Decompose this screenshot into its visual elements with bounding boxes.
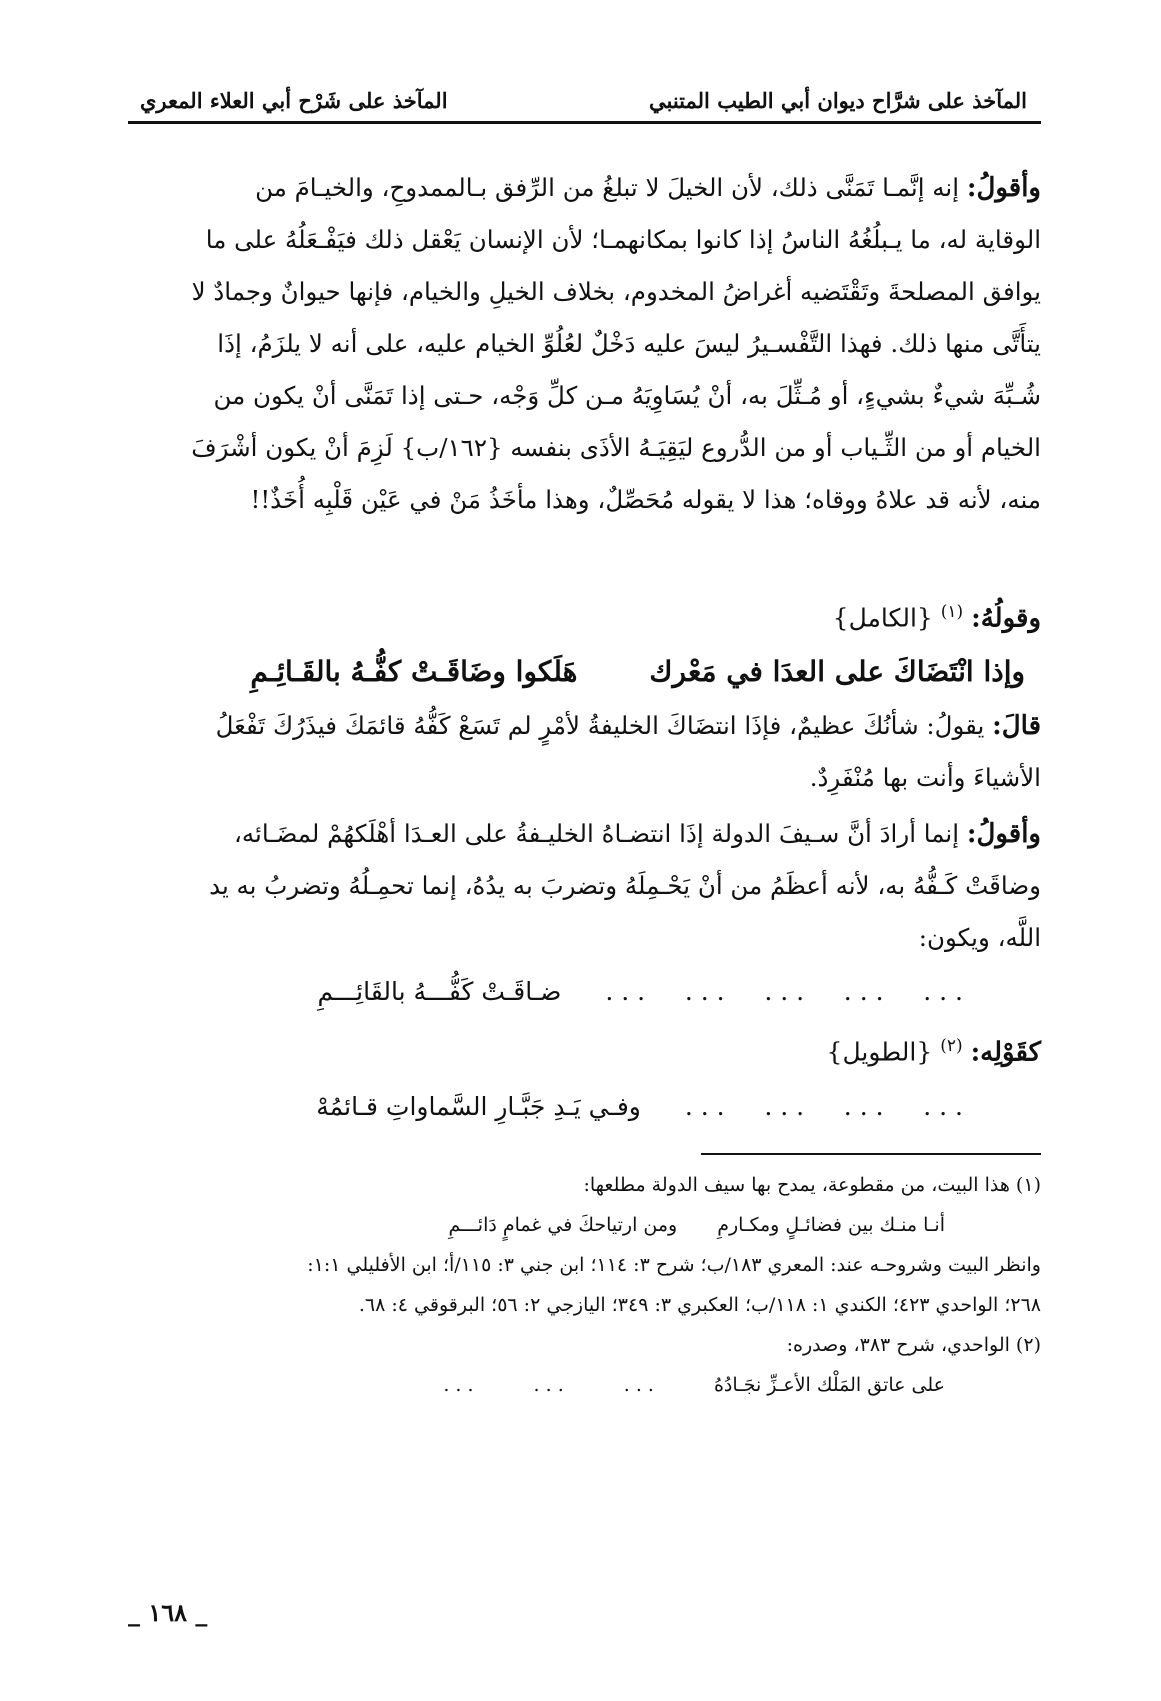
saying2-lead: كقَوْلِه: (970, 1037, 1041, 1068)
saying1-lead: وقولُهُ: (971, 603, 1041, 634)
header-right-title: المآخذ على شرَّاح ديوان أبي الطيب المتنبي (649, 88, 1027, 113)
para1-line: وأقولُ: إنه إنَّمـا تَمَنَّى ذلك، لأن الخيلَ لا تبلغُ من الرِّفق بـالممدوحِ، والخيـامَ من (255, 173, 1041, 203)
footnote-1-verse: أنـا منـك بين فضائـلٍ ومكـارمِ ومن ارتياحكَ في غمامٍ دَائـــمِ (448, 1213, 945, 1236)
verse-1 (128, 644, 1041, 700)
footnote-ref-2: (٢) (940, 1036, 963, 1057)
header-left-title: المآخذ على شَرْح أبي العلاء المعري (140, 88, 448, 113)
footnote-1-intro: (١) هذا البيت، من مقطوعة، يمدح بها سيف الدولة مطلعها: (583, 1173, 1041, 1196)
verse-3 (128, 1079, 1041, 1135)
running-header (128, 88, 1041, 121)
footnote-1-refs: ٢٦٨؛ الواحدي ٤٢٣؛ الكندي ١: ١١٨/ب؛ العكبري ٣: ٣٤٩؛ اليازجي ٢: ٥٦؛ البرقوقي ٤: ٦٨. (358, 1293, 1041, 1316)
verse3-ellipsis: . . . . . . . . . . . . (684, 1091, 963, 1121)
verse1-second-hemistich: هَلَكوا وضَاقَـتْ كفُّـهُ بالقَـائِـمِ (250, 655, 578, 689)
verse3-text: وفـي يَـدِ جَبَّـارِ السَّماواتِ قـائمُهْ (316, 1091, 641, 1121)
footnote-ref-1: (١) (940, 602, 964, 622)
para1-lead: وأقولُ: (966, 173, 1041, 203)
para1-line: الوقاية له، ما يـبلُغُهُ الناسُ إذا كانوا بمكانهمـا؛ لأن الإنسان يَعْقل ذلك فيَفْـعَلُهُ على ما (205, 225, 1041, 254)
footnote-rule (701, 1153, 1041, 1155)
para2-line-2: وضاقَتْ كَـفُّهُ به، لأنه أعظَمُ من أنْ يَحْـمِلَهُ وتضربَ به يدُهُ، إنما تحمِـلُهُ وتضربُ به يد (209, 871, 1041, 901)
para2-line-1: وأقولُ: إنما أرادَ أنَّ سـيفَ الدولة إذَا انتضـاهُ الخليـفةُ على العـدَا أهْلَكهُمْ لمضَـائه، (233, 819, 1041, 850)
qala-line-1: قالَ: يقولُ: شأنُكَ عظيمٌ، فإذَا انتضَاكَ الخليفةُ لأمْرٍ لم تَسَعْ كَفُّهُ قائمَكَ فيذَرُكَ تَفْعَلُ (215, 711, 1041, 742)
saying-2 (128, 1020, 1041, 1078)
para2-line-3: اللَّه، ويكون: (918, 923, 1041, 953)
para1-line: يتأَتَّى منها ذلك. فهذا التَّفْسـيرُ ليسَ عليه دَخْلٌ لعُلُوِّ الخيام عليه، على أنه لا يلزَمُ، إذَا (217, 329, 1041, 358)
footnotes (128, 1165, 1041, 1405)
para1-line: يوافق المصلحةَ وتَقْتَضيه أغراضُ المخدوم، بخلاف الخيلِ والخيام، فإنها حيوانٌ وجمادٌ لا (191, 277, 1041, 306)
paragraph-1 (128, 162, 1041, 526)
qala-lead: قالَ: (992, 711, 1041, 742)
qala-line-2: الأشياءَ وأنت بها مُنْفَرِدٌ. (809, 763, 1041, 793)
header-rule (128, 121, 1041, 124)
footnote-2-intro: (٢) الواحدي، شرح ٣٨٣، وصدره: (786, 1333, 1041, 1356)
para2-lead: وأقولُ: (966, 819, 1041, 850)
section-2 (128, 586, 1041, 1135)
para1-line: شُـبِّهَ شيءٌ بشيءٍ، أو مُـثِّلَ به، أنْ يُسَاوِيَهُ مـن كلِّ وَجْه، حـتى إذا تَمَنَّى أنْ يكون من (213, 381, 1041, 410)
para1-line: منه، لأنه قد علاهُ ووقاه؛ هذا لا يقوله مُحَصِّلٌ، وهذا مأخَذُ مَنْ في عَيْن قَلْبِه أُخَذٌ!! (250, 485, 1041, 514)
verse2-text: ضـاقَـتْ كَفُّـــهُ بالقَائِـــمِ (317, 977, 562, 1007)
footnote-1-refs: وانظر البيت وشروحـه عند: المعري ١٨٣/ب؛ شرح ٣: ١١٤؛ ابن جني ٣: ١١٥/أ؛ ابن الأفليلي ١:١: (307, 1253, 1041, 1276)
meter-label: {الطويل} (826, 1037, 933, 1067)
verse1-first-hemistich: وإذا انْتَضَاكَ على العدَا في مَعْرك (649, 655, 1025, 689)
footnote-2-verse: على عاتق المَلْك الأعـزِّ نجَـادُهُ . . . . . . . . . (443, 1373, 945, 1396)
verse-2 (128, 964, 1041, 1020)
page-number: _ ١٦٨ _ (128, 1598, 208, 1627)
verse2-ellipsis: . . . . . . . . . . . . . . . (605, 977, 963, 1007)
para1-line: الخيام أو من الثِّـياب أو من الدُّروع ليَقِيَـهُ الأذَى بنفسه {١٦٢/ب} لَزِمَ أنْ يكون أشْرَفَ (191, 433, 1041, 462)
saying-1 (128, 586, 1041, 644)
meter-label: {الكامل} (832, 603, 933, 633)
